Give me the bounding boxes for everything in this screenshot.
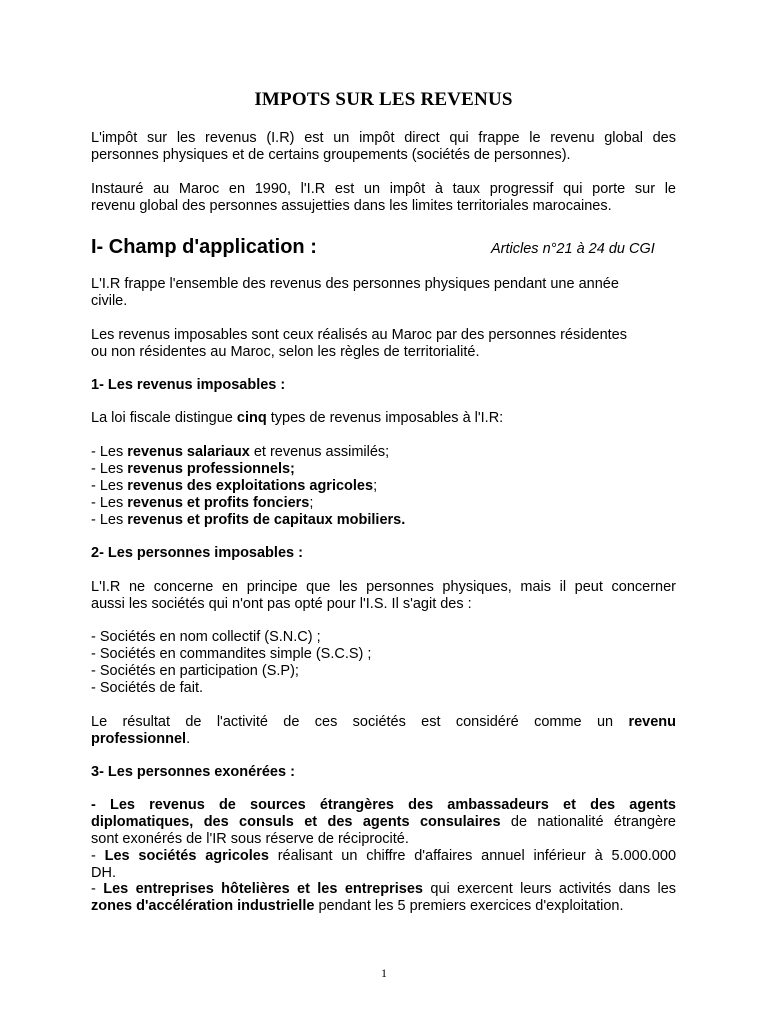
list-item: - Les revenus salariaux et revenus assimilés; <box>91 444 390 460</box>
subsection1-lead: La loi fiscale distingue cinq types de revenus imposables à l'I.R: <box>91 410 504 426</box>
subsection2-paragraph: L'I.R ne concerne en principe que les personnes physiques, mais il peut concerner aussi les sociétés qui n'ont pas opté pour l'I.S. Il s'agit des : <box>91 579 676 612</box>
list-item: - Sociétés en commandites simple (S.C.S) ; <box>91 646 372 662</box>
societes-list <box>91 629 676 697</box>
subsection-heading-3: 3- Les personnes exonérées : <box>91 764 295 780</box>
page-number: 1 <box>381 966 387 980</box>
section1-paragraph-2: Les revenus imposables sont ceux réalisés au Maroc par des personnes résidentes ou non résidentes au Maroc, selon les règles de territorialité. <box>91 327 627 360</box>
list-item: - Sociétés en nom collectif (S.N.C) ; <box>91 629 321 645</box>
subsection2-conclusion: Le résultat de l'activité de ces sociétés est considéré comme un revenu professionnel. <box>91 714 676 747</box>
exoneration-item-3: - Les entreprises hôtelières et les entreprises qui exercent leurs activités dans les zones d'accélération industrielle pendant les 5 premiers exercices d'exploitation. <box>91 881 677 914</box>
subsection-heading-1: 1- Les revenus imposables : <box>91 377 286 393</box>
exoneration-item-2: - Les sociétés agricoles réalisant un chiffre d'affaires annuel inférieur à 5.000.000 DH. <box>91 848 677 881</box>
section-heading-champ: I- Champ d'application : <box>91 236 317 258</box>
list-item: - Les revenus des exploitations agricoles; <box>91 478 378 494</box>
list-item: - Les revenus et profits de capitaux mobiliers. <box>91 512 406 528</box>
exoneration-item-1: - Les revenus de sources étrangères des ambassadeurs et des agents diplomatiques, des consuls et des agents consulaires de nationalité étrangère sont exonérés de l'IR sous réserve de réciprocité. <box>91 797 676 847</box>
intro-paragraph-1: L'impôt sur les revenus (I.R) est un impôt direct qui frappe le revenu global des personnes physiques et de certains groupements (sociétés de personnes). <box>91 130 676 163</box>
list-item: - Sociétés de fait. <box>91 680 204 696</box>
revenus-list <box>91 444 676 529</box>
section1-paragraph-1: L'I.R frappe l'ensemble des revenus des personnes physiques pendant une année civile. <box>91 276 619 309</box>
list-item: - Sociétés en participation (S.P); <box>91 663 299 679</box>
list-item: - Les revenus professionnels; <box>91 461 295 477</box>
list-item: - Les revenus et profits fonciers; <box>91 495 314 511</box>
intro-paragraph-2: Instauré au Maroc en 1990, l'I.R est un impôt à taux progressif qui porte sur le revenu global des personnes assujetties dans les limites territoriales marocaines. <box>91 181 676 214</box>
subsection-heading-2: 2- Les personnes imposables : <box>91 545 303 561</box>
page-title: IMPOTS SUR LES REVENUS <box>254 89 513 110</box>
articles-reference: Articles n°21 à 24 du CGI <box>491 241 655 257</box>
